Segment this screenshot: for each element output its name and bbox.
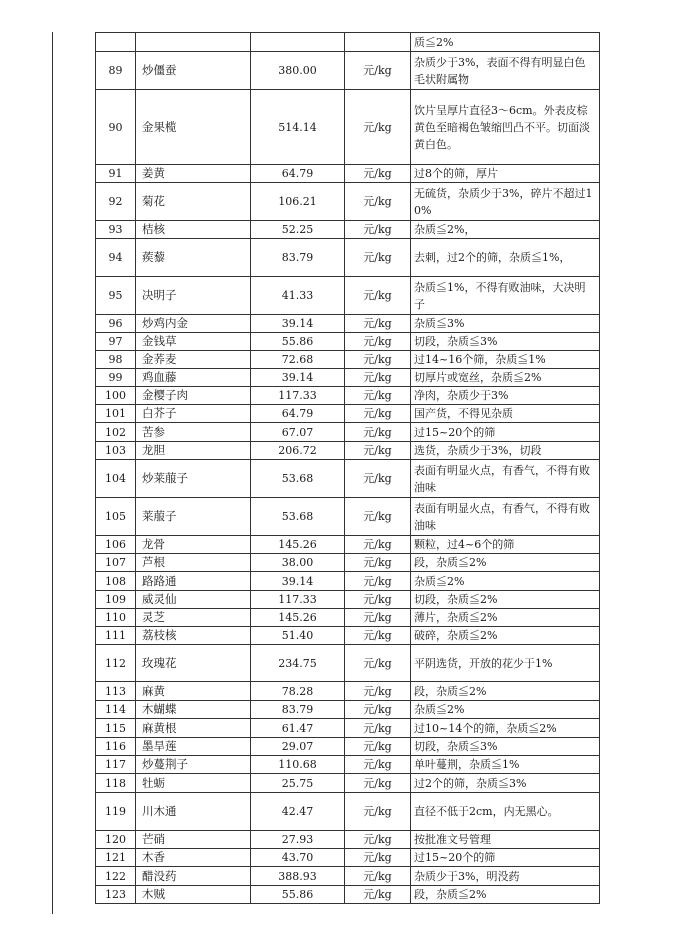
table-row xyxy=(96,239,600,277)
table-row xyxy=(96,719,600,738)
item-unit: 元/kg xyxy=(345,701,411,719)
item-name: 炒蔓荆子 xyxy=(136,756,251,774)
item-name: 桔核 xyxy=(136,221,251,239)
item-price: 83.79 xyxy=(251,239,345,277)
item-name: 芦根 xyxy=(136,554,251,572)
item-number: 105 xyxy=(96,498,136,536)
item-unit: 元/kg xyxy=(345,774,411,793)
item-name: 决明子 xyxy=(136,277,251,315)
item-number: 96 xyxy=(96,315,136,333)
item-name xyxy=(136,33,251,52)
table-row xyxy=(96,867,600,886)
item-spec: 杂质≦1%，不得有败油味，大决明子 xyxy=(411,277,600,315)
table-row xyxy=(96,554,600,572)
item-unit: 元/kg xyxy=(345,315,411,333)
item-price: 78.28 xyxy=(251,682,345,701)
item-name: 金果榄 xyxy=(136,90,251,165)
table-row xyxy=(96,793,600,831)
table-row xyxy=(96,315,600,333)
table-row xyxy=(96,738,600,756)
item-name: 威灵仙 xyxy=(136,591,251,609)
item-unit: 元/kg xyxy=(345,221,411,239)
item-number: 101 xyxy=(96,405,136,423)
item-spec: 过2个的筛，杂质≦3% xyxy=(411,774,600,793)
item-number: 110 xyxy=(96,609,136,627)
table-row xyxy=(96,831,600,849)
item-price: 106.21 xyxy=(251,183,345,221)
item-price: 51.40 xyxy=(251,627,345,645)
item-name: 灵芝 xyxy=(136,609,251,627)
item-price: 514.14 xyxy=(251,90,345,165)
item-unit: 元/kg xyxy=(345,165,411,183)
item-unit: 元/kg xyxy=(345,867,411,886)
item-number xyxy=(96,33,136,52)
item-unit: 元/kg xyxy=(345,554,411,572)
item-unit: 元/kg xyxy=(345,756,411,774)
item-number: 108 xyxy=(96,572,136,591)
table-row xyxy=(96,221,600,239)
item-unit: 元/kg xyxy=(345,460,411,498)
item-spec: 杂质≦3% xyxy=(411,315,600,333)
item-price: 39.14 xyxy=(251,369,345,387)
item-spec: 过8个的筛，厚片 xyxy=(411,165,600,183)
item-number: 117 xyxy=(96,756,136,774)
item-spec: 无硫货，杂质少于3%，碎片不超过10% xyxy=(411,183,600,221)
item-price: 117.33 xyxy=(251,591,345,609)
item-price: 42.47 xyxy=(251,793,345,831)
item-number: 119 xyxy=(96,793,136,831)
item-number: 91 xyxy=(96,165,136,183)
item-number: 94 xyxy=(96,239,136,277)
item-spec: 切段，杂质≦2% xyxy=(411,591,600,609)
item-number: 109 xyxy=(96,591,136,609)
item-name: 炒僵蚕 xyxy=(136,52,251,90)
item-price: 110.68 xyxy=(251,756,345,774)
item-number: 115 xyxy=(96,719,136,738)
item-unit: 元/kg xyxy=(345,52,411,90)
item-name: 麻黄 xyxy=(136,682,251,701)
item-spec: 饮片呈厚片直径3～6cm。外表皮棕黄色至暗褐色皱缩凹凸不平。切面淡黄白色。 xyxy=(411,90,600,165)
item-price: 234.75 xyxy=(251,645,345,682)
item-name: 蒺藜 xyxy=(136,239,251,277)
item-unit: 元/kg xyxy=(345,423,411,442)
table-row xyxy=(96,165,600,183)
item-number: 100 xyxy=(96,387,136,405)
document-page xyxy=(52,32,599,914)
item-price: 72.68 xyxy=(251,351,345,369)
item-spec: 过15~20个的筛 xyxy=(411,849,600,867)
item-unit: 元/kg xyxy=(345,627,411,645)
item-spec: 杂质≦2% xyxy=(411,572,600,591)
table-row xyxy=(96,460,600,498)
table-row xyxy=(96,774,600,793)
item-price: 145.26 xyxy=(251,609,345,627)
item-unit: 元/kg xyxy=(345,536,411,554)
item-name: 木蝴蝶 xyxy=(136,701,251,719)
item-number: 116 xyxy=(96,738,136,756)
item-number: 93 xyxy=(96,221,136,239)
item-spec: 平阴选货，开放的花少于1% xyxy=(411,645,600,682)
item-price: 27.93 xyxy=(251,831,345,849)
item-price: 53.68 xyxy=(251,460,345,498)
item-name: 龙骨 xyxy=(136,536,251,554)
item-name: 金樱子肉 xyxy=(136,387,251,405)
item-unit: 元/kg xyxy=(345,591,411,609)
item-spec: 选货，杂质少于3%，切段 xyxy=(411,442,600,460)
table-row xyxy=(96,645,600,682)
table-row xyxy=(96,277,600,315)
item-name: 荔枝核 xyxy=(136,627,251,645)
table-row xyxy=(96,886,600,904)
item-number: 89 xyxy=(96,52,136,90)
item-spec: 切段，杂质≦3% xyxy=(411,333,600,351)
item-number: 92 xyxy=(96,183,136,221)
item-name: 麻黄根 xyxy=(136,719,251,738)
item-unit: 元/kg xyxy=(345,277,411,315)
item-number: 98 xyxy=(96,351,136,369)
item-price: 61.47 xyxy=(251,719,345,738)
item-unit: 元/kg xyxy=(345,442,411,460)
item-spec: 切厚片或宽丝，杂质≦2% xyxy=(411,369,600,387)
item-unit: 元/kg xyxy=(345,351,411,369)
item-spec: 薄片，杂质≦2% xyxy=(411,609,600,627)
item-unit: 元/kg xyxy=(345,405,411,423)
item-spec: 净肉，杂质少于3% xyxy=(411,387,600,405)
item-spec: 段，杂质≦2% xyxy=(411,554,600,572)
item-unit: 元/kg xyxy=(345,831,411,849)
item-unit: 元/kg xyxy=(345,738,411,756)
item-spec: 过10~14个的筛，杂质≦2% xyxy=(411,719,600,738)
item-name: 龙胆 xyxy=(136,442,251,460)
item-spec: 颗粒，过4~6个的筛 xyxy=(411,536,600,554)
table-row xyxy=(96,627,600,645)
item-number: 113 xyxy=(96,682,136,701)
item-unit: 元/kg xyxy=(345,886,411,904)
table-row xyxy=(96,442,600,460)
item-name: 姜黄 xyxy=(136,165,251,183)
item-unit: 元/kg xyxy=(345,239,411,277)
table-row xyxy=(96,591,600,609)
item-spec: 过15~20个的筛 xyxy=(411,423,600,442)
table-row xyxy=(96,423,600,442)
table-row xyxy=(96,52,600,90)
item-number: 122 xyxy=(96,867,136,886)
item-unit xyxy=(345,33,411,52)
table-row xyxy=(96,33,600,52)
item-name: 芒硝 xyxy=(136,831,251,849)
item-price: 117.33 xyxy=(251,387,345,405)
item-price: 41.33 xyxy=(251,277,345,315)
item-name: 金钱草 xyxy=(136,333,251,351)
item-unit: 元/kg xyxy=(345,90,411,165)
item-spec: 表面有明显火点，有香气，不得有败油味 xyxy=(411,460,600,498)
item-price: 55.86 xyxy=(251,886,345,904)
item-price: 83.79 xyxy=(251,701,345,719)
table-row xyxy=(96,405,600,423)
item-unit: 元/kg xyxy=(345,645,411,682)
table-row xyxy=(96,333,600,351)
item-name: 金荞麦 xyxy=(136,351,251,369)
item-price: 43.70 xyxy=(251,849,345,867)
item-spec: 段，杂质≦2% xyxy=(411,682,600,701)
item-name: 炒鸡内金 xyxy=(136,315,251,333)
item-unit: 元/kg xyxy=(345,183,411,221)
item-unit: 元/kg xyxy=(345,849,411,867)
item-price: 52.25 xyxy=(251,221,345,239)
item-price xyxy=(251,33,345,52)
table-row xyxy=(96,849,600,867)
item-spec: 杂质少于3%，明没药 xyxy=(411,867,600,886)
item-spec: 破碎，杂质≦2% xyxy=(411,627,600,645)
item-unit: 元/kg xyxy=(345,333,411,351)
item-price: 388.93 xyxy=(251,867,345,886)
item-name: 苦参 xyxy=(136,423,251,442)
table-row xyxy=(96,90,600,165)
item-name: 牡蛎 xyxy=(136,774,251,793)
item-price: 145.26 xyxy=(251,536,345,554)
item-spec: 切段，杂质≦3% xyxy=(411,738,600,756)
item-name: 菊花 xyxy=(136,183,251,221)
table-row xyxy=(96,609,600,627)
table-row xyxy=(96,536,600,554)
item-name: 路路通 xyxy=(136,572,251,591)
table-row xyxy=(96,682,600,701)
item-unit: 元/kg xyxy=(345,719,411,738)
item-price: 39.14 xyxy=(251,315,345,333)
item-number: 104 xyxy=(96,460,136,498)
item-name: 鸡血藤 xyxy=(136,369,251,387)
item-number: 111 xyxy=(96,627,136,645)
table-row xyxy=(96,756,600,774)
item-unit: 元/kg xyxy=(345,682,411,701)
item-spec: 杂质少于3%，表面不得有明显白色毛状附属物 xyxy=(411,52,600,90)
item-spec: 国产货，不得见杂质 xyxy=(411,405,600,423)
item-spec: 杂质≦2% xyxy=(411,701,600,719)
price-table-body xyxy=(96,33,600,904)
item-unit: 元/kg xyxy=(345,387,411,405)
item-spec: 去刺，过2个的筛，杂质≦1%， xyxy=(411,239,600,277)
item-name: 墨旱莲 xyxy=(136,738,251,756)
item-number: 99 xyxy=(96,369,136,387)
table-row xyxy=(96,701,600,719)
item-price: 206.72 xyxy=(251,442,345,460)
item-number: 120 xyxy=(96,831,136,849)
item-price: 29.07 xyxy=(251,738,345,756)
item-price: 55.86 xyxy=(251,333,345,351)
table-row xyxy=(96,183,600,221)
table-row xyxy=(96,498,600,536)
item-price: 39.14 xyxy=(251,572,345,591)
item-spec: 表面有明显火点，有香气，不得有败油味 xyxy=(411,498,600,536)
item-name: 莱菔子 xyxy=(136,498,251,536)
table-row xyxy=(96,387,600,405)
item-name: 玫瑰花 xyxy=(136,645,251,682)
item-number: 103 xyxy=(96,442,136,460)
price-table xyxy=(95,32,600,904)
item-price: 380.00 xyxy=(251,52,345,90)
item-unit: 元/kg xyxy=(345,572,411,591)
item-number: 114 xyxy=(96,701,136,719)
table-row xyxy=(96,351,600,369)
item-spec: 杂质≦2%， xyxy=(411,221,600,239)
item-price: 64.79 xyxy=(251,165,345,183)
item-name: 川木通 xyxy=(136,793,251,831)
item-price: 67.07 xyxy=(251,423,345,442)
item-number: 112 xyxy=(96,645,136,682)
item-price: 64.79 xyxy=(251,405,345,423)
item-price: 53.68 xyxy=(251,498,345,536)
item-price: 38.00 xyxy=(251,554,345,572)
item-number: 107 xyxy=(96,554,136,572)
item-number: 90 xyxy=(96,90,136,165)
item-spec: 段，杂质≦2% xyxy=(411,886,600,904)
item-price: 25.75 xyxy=(251,774,345,793)
item-spec: 按批准文号管理 xyxy=(411,831,600,849)
item-number: 123 xyxy=(96,886,136,904)
item-number: 106 xyxy=(96,536,136,554)
item-unit: 元/kg xyxy=(345,609,411,627)
item-spec: 单叶蔓荆，杂质≦1% xyxy=(411,756,600,774)
item-number: 95 xyxy=(96,277,136,315)
item-name: 木香 xyxy=(136,849,251,867)
table-row xyxy=(96,369,600,387)
item-number: 118 xyxy=(96,774,136,793)
item-name: 炒莱菔子 xyxy=(136,460,251,498)
item-name: 白芥子 xyxy=(136,405,251,423)
item-number: 102 xyxy=(96,423,136,442)
item-number: 97 xyxy=(96,333,136,351)
table-row xyxy=(96,572,600,591)
item-spec: 直径不低于2cm，内无黑心。 xyxy=(411,793,600,831)
item-name: 醋没药 xyxy=(136,867,251,886)
item-spec: 过14~16个筛，杂质≦1% xyxy=(411,351,600,369)
item-number: 121 xyxy=(96,849,136,867)
item-unit: 元/kg xyxy=(345,793,411,831)
item-unit: 元/kg xyxy=(345,369,411,387)
item-name: 木贼 xyxy=(136,886,251,904)
item-unit: 元/kg xyxy=(345,498,411,536)
item-spec: 质≦2% xyxy=(411,33,600,52)
